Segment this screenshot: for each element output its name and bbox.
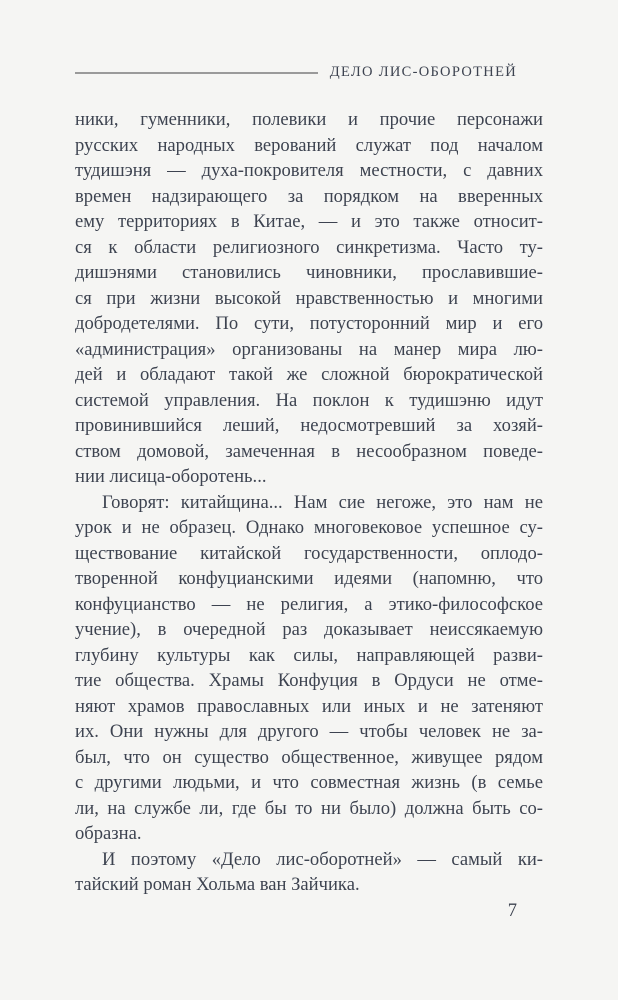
text-line: ся к области религиозного синкретизма. Часто ту-: [75, 236, 543, 258]
text-line: был, что он существо общественное, живущее рядом: [75, 746, 543, 768]
text-line: системой управления. На поклон к тудишэню идут: [75, 389, 543, 411]
page-number: 7: [507, 901, 517, 921]
text-line: ему территориях в Китае, — и это также относит-: [75, 211, 543, 232]
text-line: провинившийся леший, недосмотревший за хозяй-: [75, 415, 543, 436]
text-line: «администрация» организованы на манер мира лю-: [75, 338, 543, 360]
text-line: тудишэня — духа-покровителя местности, с давних: [75, 160, 543, 181]
text-line: их. Они нужны для другого — чтобы человек не за-: [75, 721, 543, 742]
text-line: тайский роман Хольма ван Зайчика.: [75, 874, 360, 895]
text-line: творенной конфуцианскими идеями (напомню, что: [75, 568, 543, 589]
text-line: нии лисица-оборотень...: [75, 466, 267, 487]
text-line: образна.: [75, 823, 142, 844]
text-line: няют храмов православных или иных и не затеняют: [75, 695, 543, 717]
text-line: тие общества. Храмы Конфуция в Ордуси не отме-: [75, 670, 543, 691]
text-line: глубину культуры как силы, направляющей разви-: [75, 644, 543, 666]
text-line: с другими людьми, и что совместная жизнь (в семье: [75, 772, 543, 793]
text-line: ществование китайской государственности, оплодо-: [75, 542, 543, 564]
text-line: И поэтому «Дело лис-оборотней» — самый ки-: [102, 848, 543, 870]
running-head: [75, 64, 517, 81]
text-line: добродетелями. По сути, потусторонний мир и его: [75, 313, 543, 334]
running-head-title: ДЕЛО ЛИС-ОБОРОТНЕЙ: [329, 64, 517, 80]
text-line: конфуцианство — не религия, а этико-философское: [75, 593, 543, 615]
text-line: русских народных верований служат под началом: [75, 134, 543, 156]
text-line: ся при жизни высокой нравственностью и многими: [75, 287, 543, 309]
text-line: ники, гуменники, полевики и прочие персонажи: [75, 109, 543, 130]
text-line: ли, на службе ли, где бы то ни было) должна быть со-: [75, 797, 543, 819]
text-line: времен надзирающего за порядком на вверенных: [75, 185, 543, 207]
text-line: Говорят: китайщина... Нам сие негоже, это нам не: [102, 491, 543, 513]
text-line: учение), в очередной раз доказывает неиссякаемую: [75, 619, 543, 640]
text-line: ством домовой, замеченная в несообразном поведе-: [75, 440, 543, 462]
text-line: урок и не образец. Однако многовековое успешное су-: [75, 517, 543, 538]
text-line: дишэнями становились чиновники, прославившие-: [75, 262, 543, 283]
header-rule: [75, 72, 318, 74]
text-line: дей и обладают такой же сложной бюрократической: [75, 364, 543, 385]
body-text: [75, 107, 543, 898]
